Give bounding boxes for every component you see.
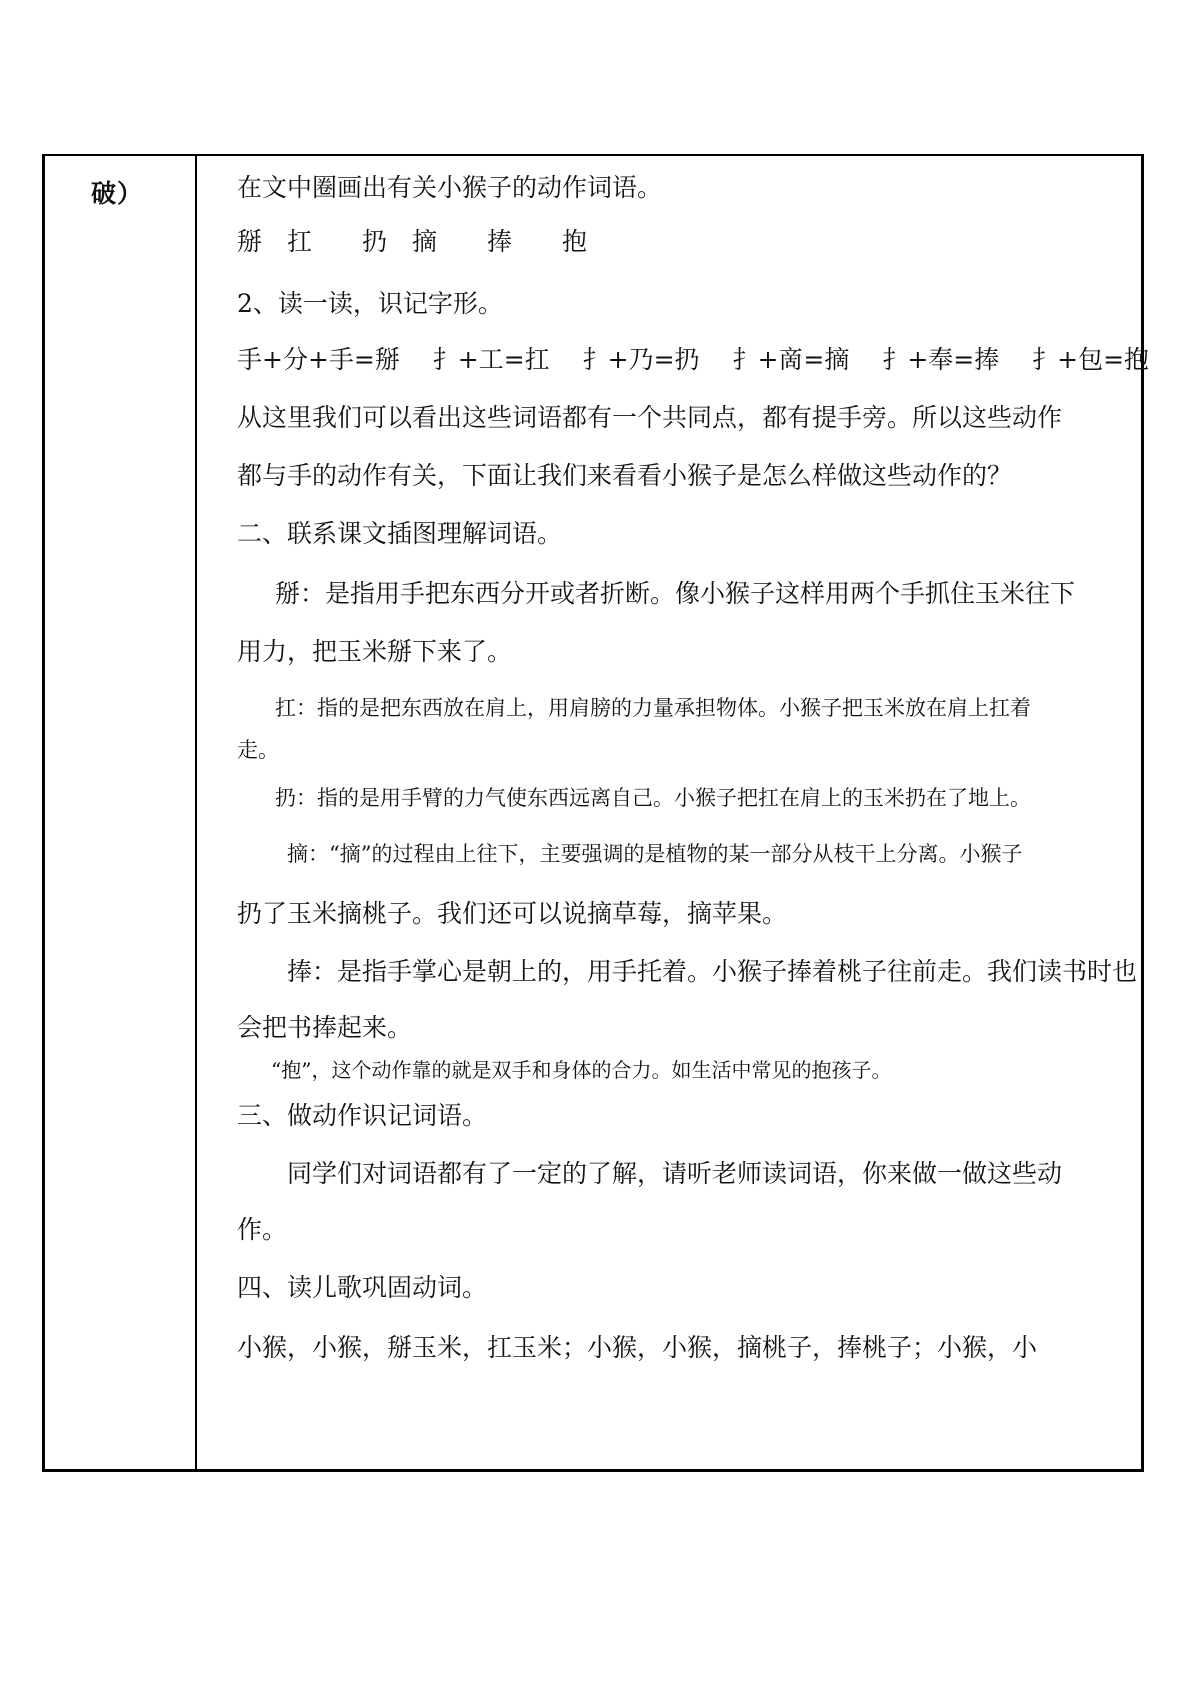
text-line: 作。 (237, 1215, 288, 1244)
text-line: 手+分+手=掰 扌+工=扛 扌+乃=扔 扌+啇=摘 扌+奉=捧 扌+包=抱 (237, 345, 1150, 374)
text-line: 小猴，小猴，掰玉米，扛玉米；小猴，小猴，摘桃子，捧桃子；小猴，小 (237, 1333, 1038, 1362)
text-line: 2、读一读，识记字形。 (237, 289, 503, 318)
text-line: 四、读儿歌巩固动词。 (237, 1273, 488, 1302)
text-line: 掰：是指用手把东西分开或者折断。像小猴子这样用两个手抓住玉米往下 (275, 579, 1076, 608)
text-line: 摘：“摘”的过程由上往下，主要强调的是植物的某一部分从枝干上分离。小猴子 (287, 842, 1023, 866)
text-line: 扛：指的是把东西放在肩上，用肩膀的力量承担物体。小猴子把玉米放在肩上扛着 (275, 696, 1031, 720)
label-text: 破） (91, 179, 144, 208)
text-line: 用力，把玉米掰下来了。 (237, 637, 513, 666)
text-line: 走。 (237, 738, 279, 762)
text-line: 扔：指的是用手臂的力气使东西远离自己。小猴子把扛在肩上的玉米扔在了地上。 (275, 786, 1031, 810)
text-line: 在文中圈画出有关小猴子的动作词语。 (237, 173, 663, 202)
text-line: 同学们对词语都有了一定的了解，请听老师读词语，你来做一做这些动 (287, 1159, 1063, 1188)
text-line: “抱”，这个动作靠的就是双手和身体的合力。如生活中常见的抱孩子。 (271, 1058, 892, 1082)
text-line: 从这里我们可以看出这些词语都有一个共同点，都有提手旁。所以这些动作 (237, 403, 1063, 432)
table-content-cell (197, 156, 1150, 1469)
text-line: 三、做动作识记词语。 (237, 1101, 488, 1130)
text-line: 捧：是指手掌心是朝上的，用手托着。小猴子捧着桃子往前走。我们读书时也 (287, 957, 1138, 986)
text-line: 都与手的动作有关，下面让我们来看看小猴子是怎么样做这些动作的？ (237, 461, 1013, 490)
text-line: 扔了玉米摘桃子。我们还可以说摘草莓，摘苹果。 (237, 899, 788, 928)
lesson-table (42, 154, 1150, 1472)
text-line: 掰 扛 扔 摘 捧 抱 (237, 227, 588, 256)
text-line: 二、联系课文插图理解词语。 (237, 519, 563, 548)
text-line: 会把书捧起来。 (237, 1013, 413, 1042)
table-label-cell (45, 156, 195, 1469)
